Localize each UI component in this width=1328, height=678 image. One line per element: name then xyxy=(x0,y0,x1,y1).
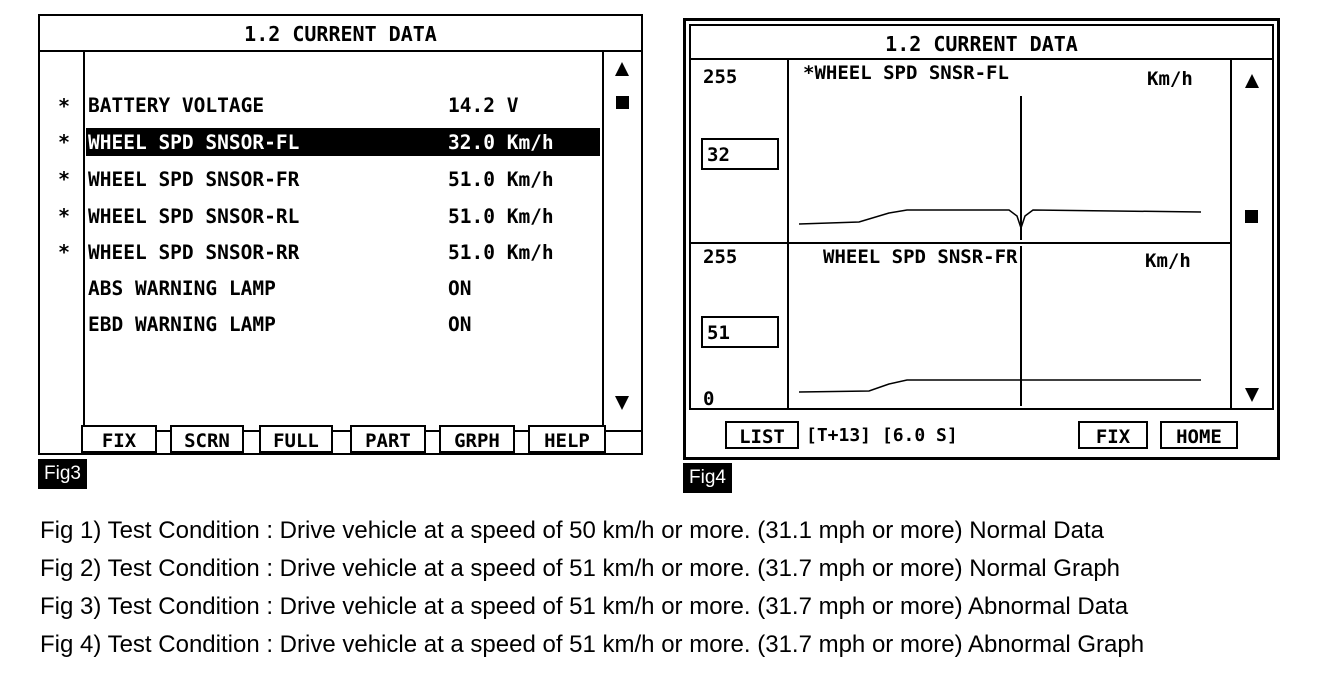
scroll-up-icon[interactable] xyxy=(615,62,629,76)
row-label: EBD WARNING LAMP xyxy=(88,313,276,336)
fig3-current-data-panel xyxy=(38,14,643,455)
row-label: WHEEL SPD SNSOR-RL xyxy=(88,205,300,228)
graph2-min-value: 0 xyxy=(703,388,715,410)
scroll-divider xyxy=(1230,58,1232,408)
graph1-unit: Km/h xyxy=(1147,68,1193,90)
graph2-label: WHEEL SPD SNSR-FR xyxy=(823,246,1018,268)
scroll-down-icon[interactable] xyxy=(1245,388,1259,402)
scroll-thumb[interactable] xyxy=(1245,210,1258,223)
data-row-wheel-spd-fl[interactable] xyxy=(86,128,600,156)
row-value: 51.0 Km/h xyxy=(448,205,554,228)
graph1-current-value: 32 xyxy=(701,138,779,170)
fig3-title: 1.2 CURRENT DATA xyxy=(40,16,641,52)
data-row-wheel-spd-rr[interactable] xyxy=(86,238,600,266)
list-button[interactable]: LIST xyxy=(725,421,799,449)
graph2-max-value: 255 xyxy=(703,246,738,268)
fig4-graph-area xyxy=(689,24,1274,410)
fig4-title: 1.2 CURRENT DATA xyxy=(691,26,1272,60)
row-label: WHEEL SPD SNSOR-RR xyxy=(88,241,300,264)
caption-fig4: Fig 4) Test Condition : Drive vehicle at a speed of 51 km/h or more. (31.7 mph or more) Abnormal Graph xyxy=(40,631,1145,658)
time-status: [T+13] [6.0 S] xyxy=(806,425,958,446)
caption-fig2: Fig 2) Test Condition : Drive vehicle at a speed of 51 km/h or more. (31.7 mph or more) Normal Graph xyxy=(40,555,1121,582)
caption-fig3: Fig 3) Test Condition : Drive vehicle at a speed of 51 km/h or more. (31.7 mph or more) Abnormal Data xyxy=(40,593,1129,620)
row-value: 51.0 Km/h xyxy=(448,241,554,264)
full-button[interactable]: FULL xyxy=(259,425,333,453)
row-value: 51.0 Km/h xyxy=(448,168,554,191)
fig3-marker-3: * xyxy=(57,204,71,228)
scrn-button[interactable]: SCRN xyxy=(170,425,244,453)
fig3-marker-2: * xyxy=(57,167,71,191)
data-row-battery-voltage[interactable] xyxy=(86,91,600,119)
fig3-marker-4: * xyxy=(57,240,71,264)
row-label: WHEEL SPD SNSOR-FL xyxy=(88,131,300,154)
fix-button[interactable]: FIX xyxy=(1078,421,1148,449)
fig3-tag: Fig3 xyxy=(38,459,87,489)
home-button[interactable]: HOME xyxy=(1160,421,1238,449)
data-row-wheel-spd-rl[interactable] xyxy=(86,202,600,230)
row-value: 14.2 V xyxy=(448,94,519,117)
row-label: BATTERY VOLTAGE xyxy=(88,94,265,117)
data-row-wheel-spd-fr[interactable] xyxy=(86,165,600,193)
graph2-unit: Km/h xyxy=(1145,250,1191,272)
help-button[interactable]: HELP xyxy=(528,425,606,453)
part-button[interactable]: PART xyxy=(350,425,426,453)
graph2-trace xyxy=(799,380,1201,392)
fix-button[interactable]: FIX xyxy=(81,425,157,453)
scroll-down-icon[interactable] xyxy=(615,396,629,410)
caption-fig1: Fig 1) Test Condition : Drive vehicle at a speed of 50 km/h or more. (31.1 mph or more) Normal Data xyxy=(40,517,1105,544)
scroll-thumb[interactable] xyxy=(616,96,629,109)
data-row-abs-warning-lamp[interactable] xyxy=(86,274,600,302)
row-value: 32.0 Km/h xyxy=(448,131,554,154)
row-value: ON xyxy=(448,277,472,300)
fig3-marker-1: * xyxy=(57,130,71,154)
row-label: WHEEL SPD SNSOR-FR xyxy=(88,168,300,191)
graph1-label: *WHEEL SPD SNSR-FL xyxy=(803,62,1009,84)
fig3-marker-0: * xyxy=(57,94,71,118)
grph-button[interactable]: GRPH xyxy=(439,425,515,453)
row-label: ABS WARNING LAMP xyxy=(88,277,276,300)
data-row-ebd-warning-lamp[interactable] xyxy=(86,310,600,338)
graph2-current-value: 51 xyxy=(701,316,779,348)
scroll-up-icon[interactable] xyxy=(1245,74,1259,88)
graph-traces xyxy=(789,60,1205,408)
fig3-scrollbar[interactable] xyxy=(602,50,642,430)
graph1-max-value: 255 xyxy=(703,66,738,88)
fig4-tag: Fig4 xyxy=(683,463,732,493)
graph1-trace xyxy=(799,210,1201,228)
row-value: ON xyxy=(448,313,472,336)
fig4-graph-panel xyxy=(683,18,1280,460)
